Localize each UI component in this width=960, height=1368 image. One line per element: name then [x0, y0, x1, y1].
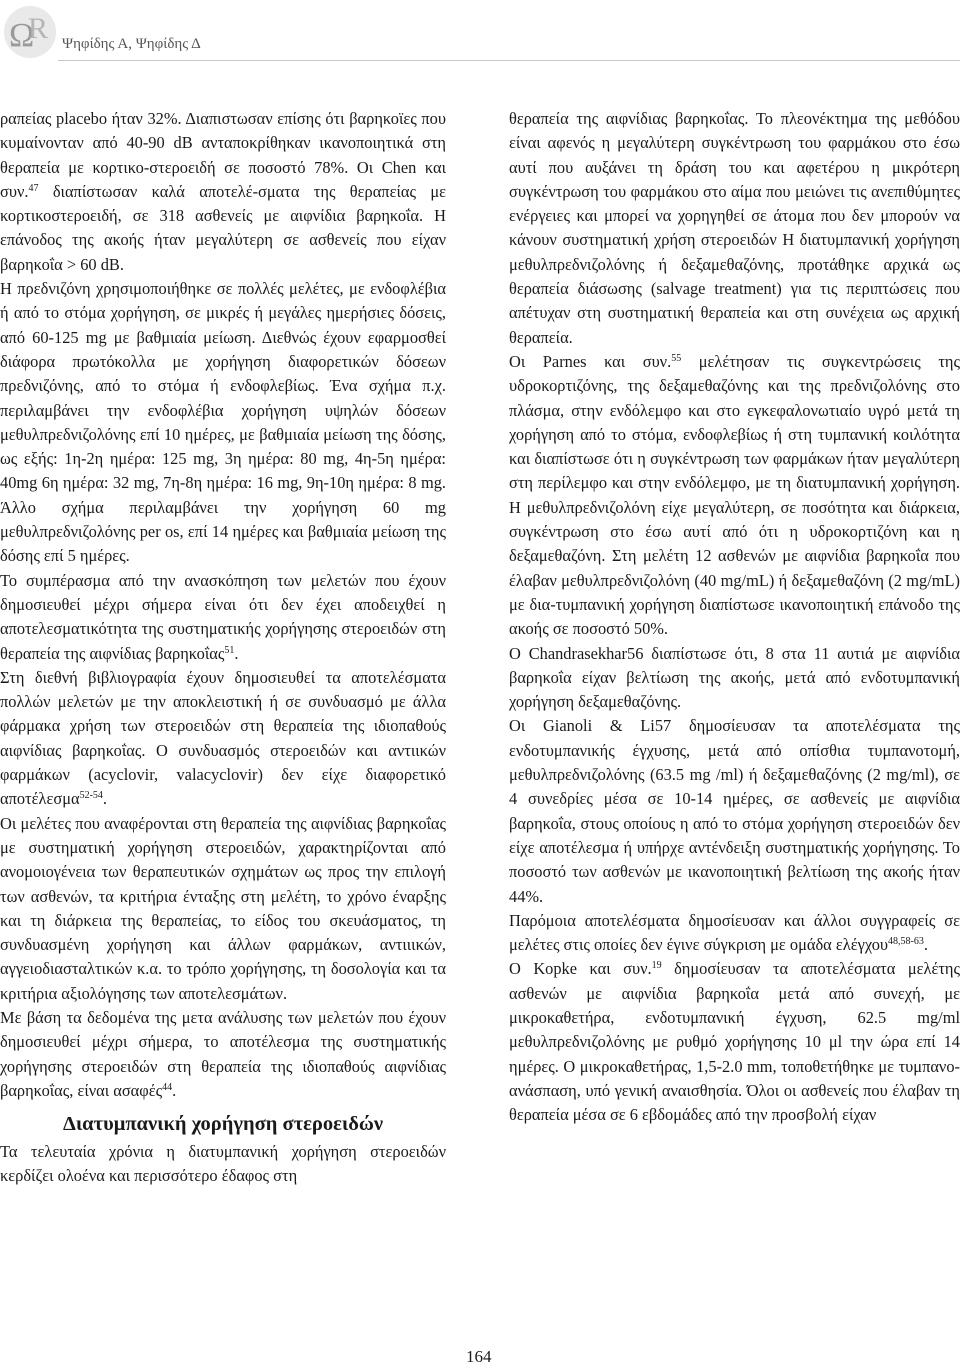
citation: 51	[224, 644, 235, 656]
page-number: 164	[466, 1347, 492, 1366]
section-heading: Διατυμπανική χορήγηση στεροειδών	[62, 1113, 384, 1136]
citation: 47	[28, 182, 39, 194]
journal-logo-icon	[2, 4, 58, 60]
paragraph: Οι μελέτες που αναφέρονται στη θεραπεία της αιφνίδιας βαρηκοΐας με συστηματική χορήγηση στεροειδών, χαρακτηρίζονται από ανομοιογένεια των θεραπευτικών σχημάτων ως προς την επιλογή των ασθενών, τα κριτήρια ένταξης στη μελέτη, το χρόνο έναρξης και τη διάρκεια της θεραπείας, το είδος του σκευάσματος, τη συνδυασμένη χορήγηση και άλλων φαρμάκων, αντιιικών, αγγειοδιασταλτικών κ.α. το τρόπο χορήγησης, τη δοσολογία και τα κριτήρια αξιολόγησης των αποτελεσμάτων.	[0, 813, 446, 1003]
citation: 48,58-63	[888, 936, 924, 948]
paragraph: Με βάση τα δεδομένα της μετα ανάλυσης των μελετών που έχουν δημοσιευθεί μέχρι σήμερα, το αποτέλεσμα της συστηματικής χορήγησης στεροειδών στη θεραπεία της ιδιοπαθούς αιφνίδιας βαρηκοΐας, είναι ασαφές$^{44}$.	[0, 1007, 446, 1100]
paragraph: Παρόμοια αποτελέσματα δημοσίευσαν και άλλοι συγγραφείς σε μελέτες στις οποίες δεν έγινε σύγκριση με ομάδα ελέγχου$^{48,58-63}$.	[509, 910, 960, 955]
paragraph: Το συμπέρασμα από την ανασκόπηση των μελετών που έχουν δημοσιευθεί μέχρι σήμερα είναι ότι δεν έχει αποδειχθεί η αποτελεσματικότητα της συστηματικής χορήγησης στεροειδών στη θεραπεία της αιφνίδιας βαρηκοΐας$^{51}$.	[0, 570, 446, 663]
paragraph: Στη διεθνή βιβλιογραφία έχουν δημοσιευθεί τα αποτελέσματα πολλών μελετών με την αποκλειστική ή σε συνδυασμό με άλλα φάρμακα χρήση των στεροειδών στη θεραπεία της ιδιοπαθούς αιφνίδιας βαρηκοΐας. Ο συνδυασμός στεροειδών και αντιικών φαρμάκων (acyclovir, valacyclovir) δεν είχε διαφορετικό αποτέλεσμα$^{52-54}$.	[0, 667, 446, 809]
paragraph: Ο Kopke και συν.$^{19}$ δημοσίευσαν τα αποτελέσματα μελέτης ασθενών με αιφνίδια βαρηκοΐα μετά από συνεχή, με μικροκαθετήρα, ενδοτυμπανική έγχυση, 62.5 mg/ml μεθυλπρεδνιζολόνης με ρυθμό χορήγησης 10 μl την ώρα επί 14 ημέρες. Ο μικροκαθετήρας, 1,5-2.0 mm, τοποθετήθηκε με τυμπανο-ανάσπαση, υπό γενική αναισθησία. Όλοι οι ασθενείς που έλαβαν τη θεραπεία μέσα σε 6 εβδομάδες από την προσβολή είχαν	[509, 959, 960, 1125]
citation: 44	[162, 1081, 173, 1093]
journal-reference: Ψηφίδης Α, Ψηφίδης Δ	[62, 36, 201, 52]
paragraph: θεραπεία της αιφνίδιας βαρηκοΐας. Το πλεονέκτημα της μεθόδου είναι αφενός η μεγαλύτερη συγκέντρωση του φαρμάκου στο έσω αυτί που αυξάνει τη δράση του και αφετέρου η μικρότερη συγκέντρωση του φαρμάκου στο αίμα που μειώνει τις ανεπιθύμητες ενέργειες και μπορεί να χορηγηθεί σε άτομα που δεν μπορούν να κάνουν συστηματική χρήση στεροειδών Η διατυμπανική χορήγηση μεθυλπρεδνιζολόνης ή δεξαμεθαζόνης, προτάθηκε αρχικά ως θεραπεία διάσωσης (salvage treatment) για τις περιπτώσεις που απέτυχαν στη συστηματική θεραπεία και στη συνέχεια ως αρχική θεραπεία.	[509, 109, 960, 347]
left-column	[0, 107, 446, 1189]
paragraph: Τα τελευταία χρόνια η διατυμπανική χορήγηση στεροειδών κερδίζει ολοένα και περισσότερο έδαφος στη	[0, 1142, 446, 1186]
svg-text:R: R	[28, 12, 49, 45]
paragraph: Η πρεδνιζόνη χρησιμοποιήθηκε σε πολλές μελέτες, με ενδοφλέβια ή από το στόμα χορήγηση, σε μικρές ή μεγάλες ημερήσιες δόσεις, από 60-125 mg με βαθμιαία μείωση. Διεθνώς έχουν εφαρμοσθεί διάφορα πρωτόκολλα με χορήγηση διαφορετικών δόσεων πρεδνιζόνης, από το στόμα ή ενδοφλεβίως. Ένα σχήμα π.χ. περιλαμβάνει την ενδοφλέβια χορήγηση υψηλών δόσεων μεθυλπρεδνιζολόνης επί 10 ημέρες, με βαθμιαία μείωση της δόσης, ως εξής: 1η-2η ημέρα: 125 mg, 3η ημέρα: 80 mg, 4η-5η ημέρα: 40mg 6η ημέρα: 32 mg, 7η-8η ημέρα: 16 mg, 9η-10η ημέρα: 8 mg. Άλλο σχήμα περιλαμβάνει την χορήγηση 60 mg μεθυλπρεδνιζολόνης per os, επί 14 ημέρες και βαθμιαία μείωση της δόσης επί 5 ημέρες.	[0, 279, 446, 566]
citation: 55	[671, 352, 682, 364]
header-divider	[58, 60, 960, 61]
right-column	[509, 107, 960, 1127]
page-header	[0, 0, 960, 64]
citation: 52-54	[79, 790, 103, 802]
paragraph: ραπείας placebo ήταν 32%. Διαπιστωσαν επίσης ότι βαρηκοϊες που κυμαίνονταν από 40-90 dB ανταποκρίθηκαν ικανοποιητικά στη θεραπεία με κορτικο-στεροειδή σε ποσοστό 78%. Οι Chen και συν.$^{47}$ διαπίστωσαν καλά αποτελέ-σματα της θεραπείας με κορτικοστεροειδή, σε 318 ασθενείς με αιφνίδια βαρηκοΐα. Η επάνοδος της ακοής ήταν μεγαλύτερη σε ασθενείς που είχαν βαρηκοΐα > 60 dB.	[0, 109, 446, 274]
citation: 19	[651, 960, 662, 972]
paragraph: Ο Chandrasekhar56 διαπίστωσε ότι, 8 στα 11 αυτιά με αιφνίδια βαρηκοΐα είχαν βελτίωση της ακοής, μετά από ενδοτυμπανική χορήγηση δεξαμεθαζόνης.	[509, 643, 960, 712]
svg-text:Ω: Ω	[9, 17, 35, 54]
paragraph: Οι Parnes και συν.$^{55}$ μελέτησαν τις συγκεντρώσεις της υδροκορτιζόνης, της δεξαμεθαζόνης και της πρεδνιζολόνης στο πλάσμα, στην ενδόλεμφο και στο εγκεφαλονωτιαίο υγρό μετά τη χορήγηση από το στόμα, ενδοφλεβίως ή στη τυμπανική κοιλότητα και διαπίστωσε ότι η συγκέντρωση των φαρμάκων ήταν μεγαλύτερη στη περίλεμφο και στην ενδόλεμφο, με τη διατυμπανική χορήγηση. Η μεθυλπρεδνιζολόνη είχε μεγαλύτερη, σε ποσότητα και διάρκεια, συγκέντρωση στο έσω αυτί από ότι η υδροκορτιζόνη και η δεξαμεθαζόνη. Στη μελέτη 12 ασθενών με αιφνίδια βαρηκοΐα που έλαβαν μεθυλπρεδνιζολόνη (40 mg/mL) ή δεξαμεθαζόνη (2 mg/mL) με δια-τυμπανική χορήγηση διαπίστωσε ικανοποιητική επάνοδο της ακοής σε ποσοστό 50%.	[509, 351, 960, 639]
paragraph: Οι Gianoli & Li57 δημοσίευσαν τα αποτελέσματα της ενδοτυμπανικής έγχυσης, μετά από οπίσθια τυμπανοτομή, μεθυλπρεδνιζολόνης (63.5 mg /ml) ή δεξαμεθαζόνης (2 mg/ml), σε 4 συνεδρίες μέσα σε 10-14 ημέρες, σε ασθενείς με αιφνίδια βαρηκοΐα, στους οποίους η από το στόμα χορήγηση στεροειδών δεν είχε αποτέλεσμα ή υπήρχε αντένδειξη συστηματικής χορήγησης. Το ποσοστό των ασθενών με ικανοποιητική βελτίωση της ακοής ήταν 44%.	[509, 716, 960, 906]
